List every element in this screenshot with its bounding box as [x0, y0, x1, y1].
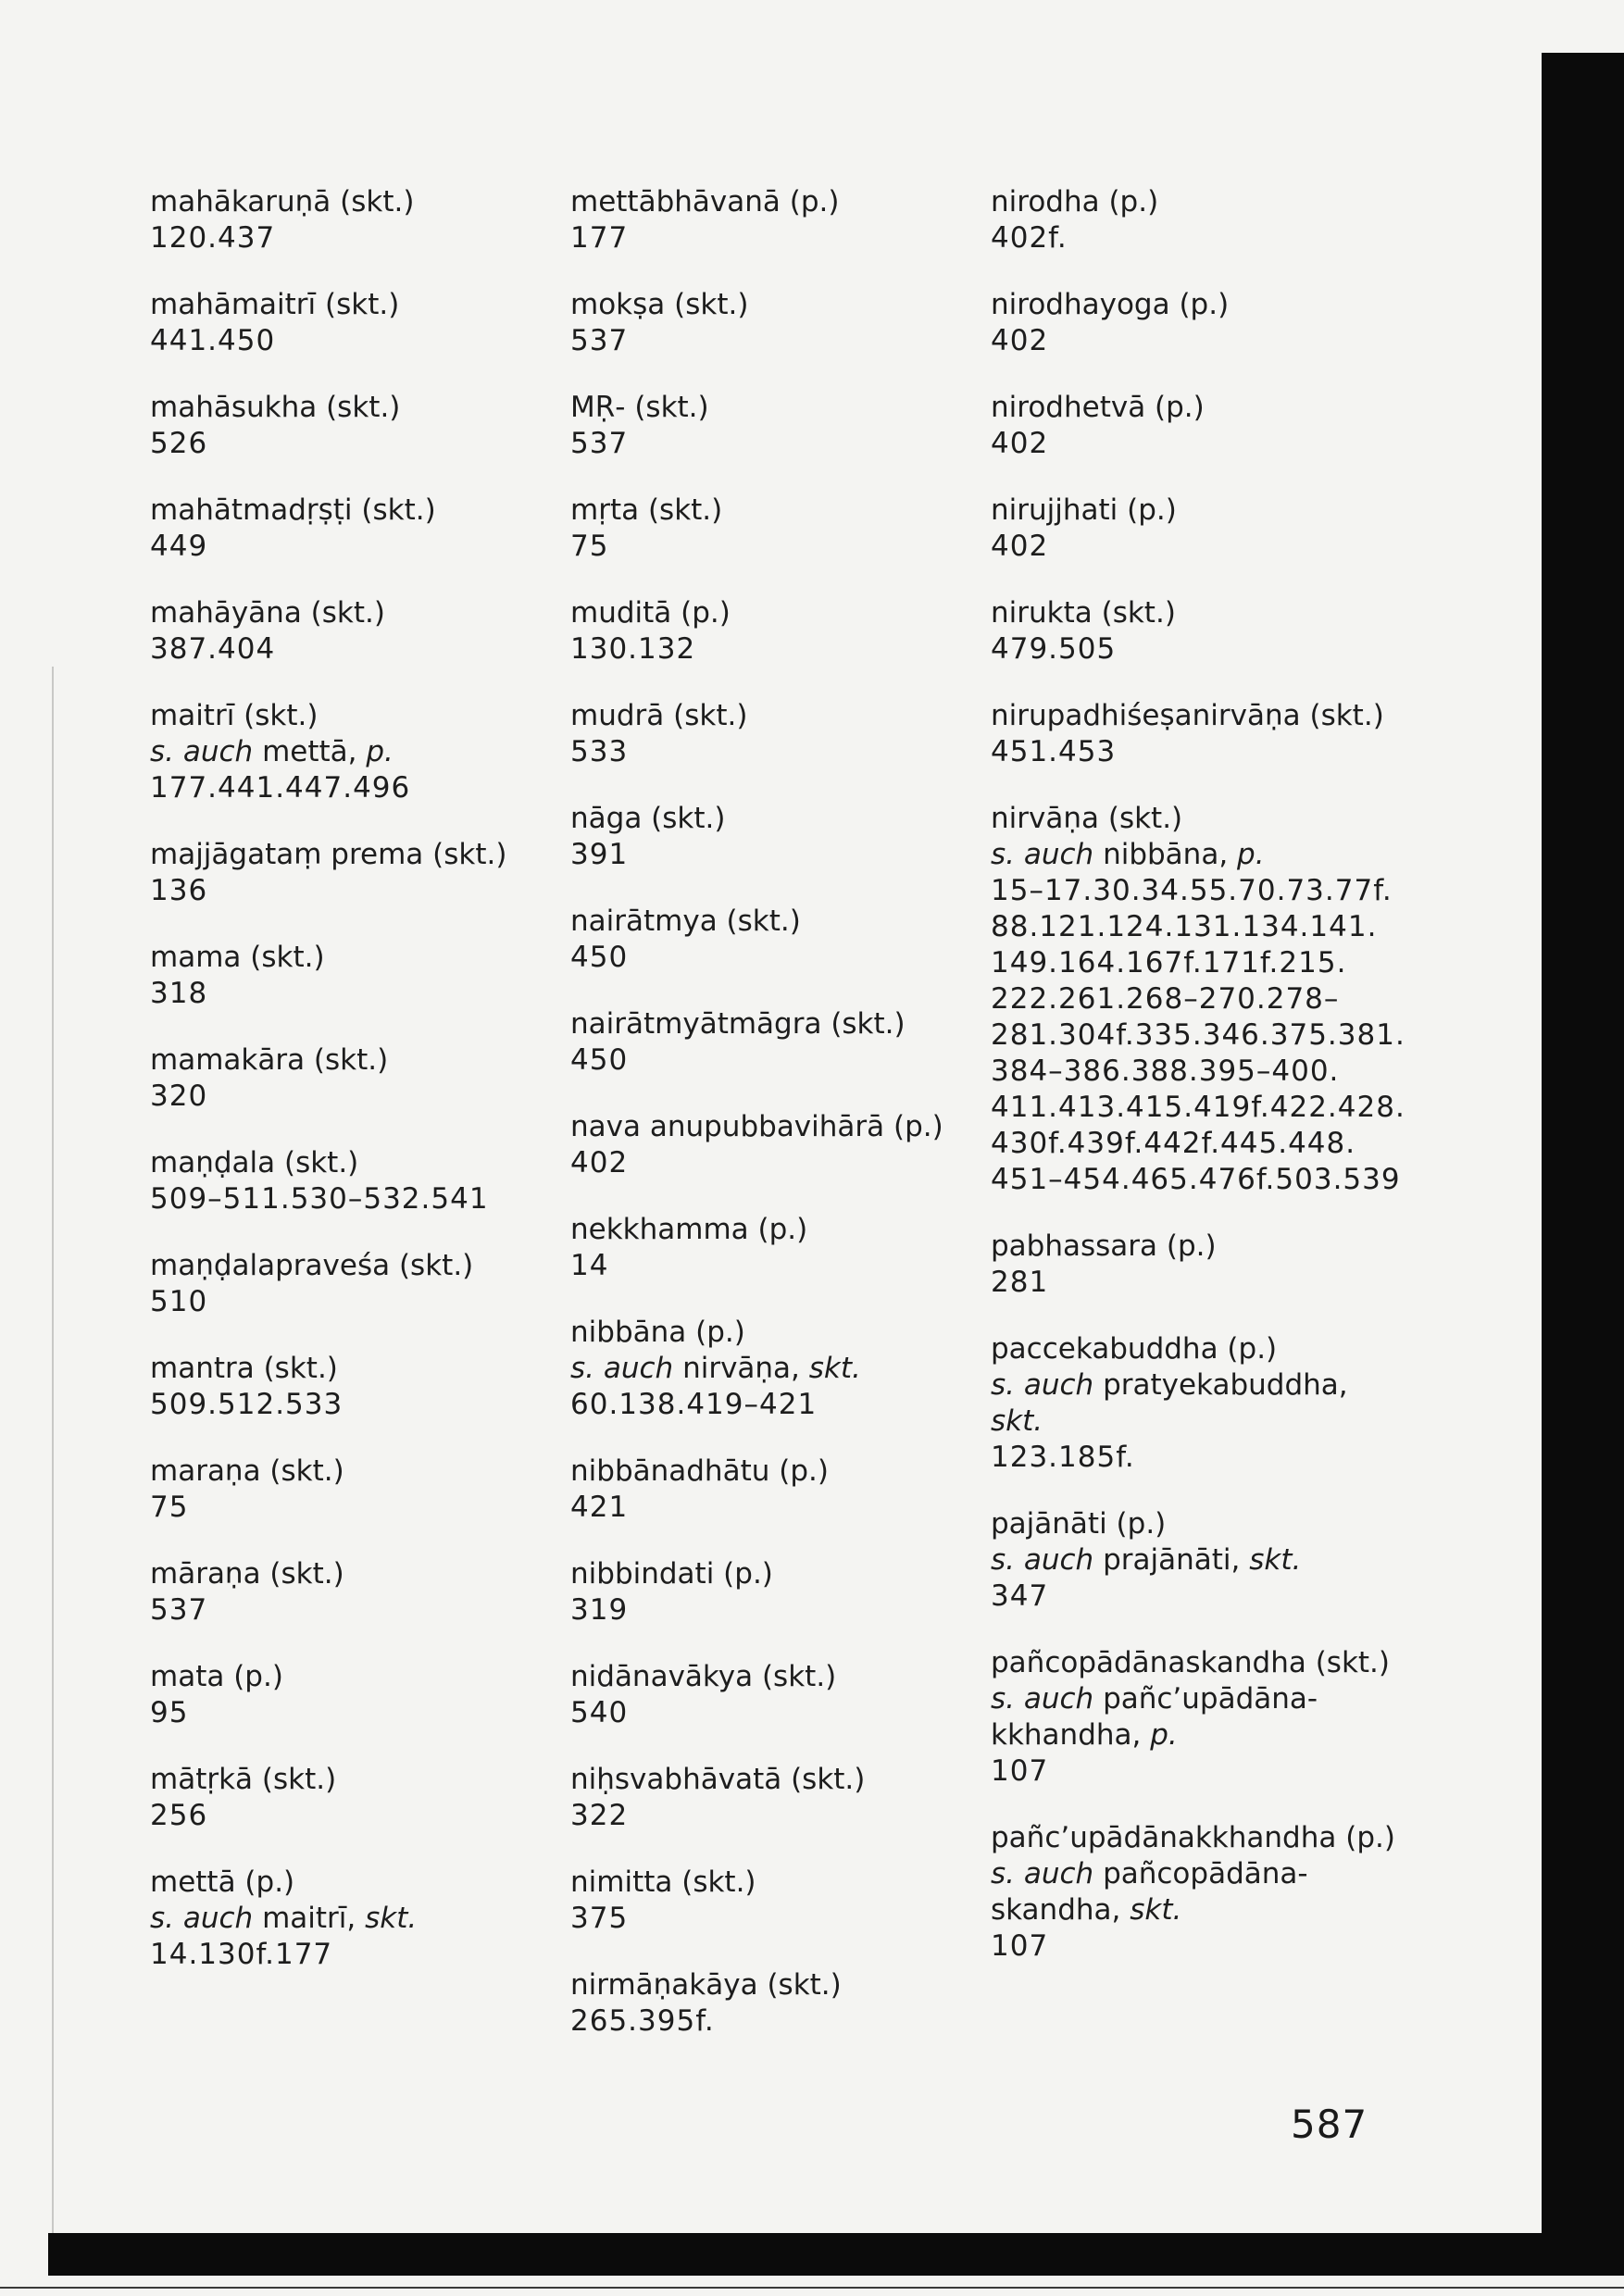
index-entry [150, 837, 613, 909]
page-references: 540 [570, 1696, 629, 1729]
cross-reference [991, 837, 1426, 873]
page-references: 402f. [991, 221, 1068, 255]
index-term: nāga (skt.) [570, 802, 726, 835]
index-entry [570, 1212, 1033, 1284]
cross-reference-term: prajānāti, [1103, 1543, 1241, 1577]
cross-reference-prefix: s. auch [150, 735, 254, 768]
index-entry [570, 1659, 1033, 1731]
page-references: 451.453 [991, 735, 1117, 768]
page-references: 537 [570, 427, 629, 460]
index-entry [150, 1865, 613, 1973]
page-references: 402 [570, 1146, 629, 1179]
cross-reference-continuation [991, 1717, 1426, 1753]
index-entry [150, 1659, 613, 1731]
page-references: 14 [570, 1249, 609, 1282]
cross-reference-language: p. [1150, 1718, 1178, 1752]
index-term: nava anupubbavihārā (p.) [570, 1110, 943, 1143]
index-column-2 [570, 184, 1033, 2070]
page-references: 509–511.530–532.541 [150, 1182, 489, 1216]
page-references: 451–454.465.476f.503.539 [991, 1163, 1401, 1196]
index-entry [570, 698, 1033, 770]
index-entry [150, 1042, 613, 1115]
cross-reference [150, 1901, 613, 1937]
page-references: 320 [150, 1079, 208, 1113]
index-entry [570, 184, 1033, 256]
page-references: 384–386.388.395–400. [991, 1054, 1340, 1088]
index-term: nirvāṇa (skt.) [991, 802, 1183, 835]
cross-reference [991, 1542, 1426, 1578]
index-column-1 [150, 184, 613, 2003]
page-references: 537 [570, 324, 629, 357]
cross-reference [991, 1367, 1426, 1404]
page-references: 107 [991, 1754, 1049, 1788]
index-term: nirodhayoga (p.) [991, 288, 1230, 321]
index-term: niḥsvabhāvatā (skt.) [570, 1763, 866, 1796]
cross-reference-prefix: s. auch [991, 1682, 1094, 1716]
index-term: nekkhamma (p.) [570, 1213, 808, 1246]
index-term: muditā (p.) [570, 596, 731, 630]
index-term: mahākaruṇā (skt.) [150, 185, 415, 218]
cross-reference-term: pañcopādāna- [1103, 1857, 1308, 1890]
page-references: 347 [991, 1579, 1049, 1613]
page-references: 88.121.124.131.134.141. [991, 910, 1378, 943]
cross-reference-language: skt. [1130, 1893, 1182, 1927]
index-term: mahāmaitrī (skt.) [150, 288, 400, 321]
index-entry [150, 698, 613, 806]
page-references: 450 [570, 1043, 629, 1077]
index-term: nairātmya (skt.) [570, 905, 801, 938]
scan-edge-right [1542, 53, 1624, 2233]
index-term: maṇḍalapraveśa (skt.) [150, 1249, 474, 1282]
cross-reference-term-continued: kkhandha, [991, 1718, 1142, 1752]
cross-reference [991, 1681, 1426, 1717]
page-references: 107 [991, 1929, 1049, 1963]
page-references: 120.437 [150, 221, 276, 255]
index-term: nibbānadhātu (p.) [570, 1454, 829, 1488]
page-references: 281 [991, 1266, 1049, 1299]
page-references: 391 [570, 838, 629, 871]
page-references: 75 [150, 1491, 189, 1524]
index-term: nibbindati (p.) [570, 1557, 773, 1591]
index-entry [570, 595, 1033, 668]
page-references: 510 [150, 1285, 208, 1318]
page-references: 149.164.167f.171f.215. [991, 946, 1347, 980]
index-term: mettābhāvanā (p.) [570, 185, 840, 218]
index-entry [570, 801, 1033, 873]
index-entry [991, 1645, 1426, 1790]
index-entry [991, 1229, 1426, 1301]
page-references: 15–17.30.34.55.70.73.77f. [991, 874, 1393, 907]
index-term: maitrī (skt.) [150, 699, 319, 732]
index-entry [150, 595, 613, 668]
page-references: 537 [150, 1593, 208, 1627]
page-references: 60.138.419–421 [570, 1388, 818, 1421]
index-entry [570, 493, 1033, 565]
page-references: 449 [150, 530, 208, 563]
cross-reference-language: skt. [808, 1352, 861, 1385]
index-entry [570, 1865, 1033, 1937]
page-references: 402 [991, 324, 1049, 357]
index-column-3 [991, 184, 1426, 1995]
cross-reference-term-continued: skandha, [991, 1893, 1121, 1927]
index-term: pañcopādānaskandha (skt.) [991, 1646, 1391, 1679]
page-references: 479.505 [991, 632, 1117, 666]
index-entry [150, 493, 613, 565]
index-entry [150, 1556, 613, 1628]
cross-reference-language: p. [366, 735, 394, 768]
page-references: 136 [150, 874, 208, 907]
page-references: 441.450 [150, 324, 276, 357]
page-references: 509.512.533 [150, 1388, 344, 1421]
page-references: 75 [570, 530, 609, 563]
index-term: mahātmadṛṣṭi (skt.) [150, 493, 436, 527]
page-references: 319 [570, 1593, 629, 1627]
index-entry [991, 698, 1426, 770]
index-term: nimitta (skt.) [570, 1866, 756, 1899]
index-term: pajānāti (p.) [991, 1507, 1167, 1541]
index-entry [570, 1762, 1033, 1834]
cross-reference-prefix: s. auch [570, 1352, 674, 1385]
index-term: nirodha (p.) [991, 185, 1159, 218]
page-references: 222.261.268–270.278– [991, 982, 1340, 1016]
cross-reference [150, 734, 613, 770]
index-entry [150, 940, 613, 1012]
index-entry [991, 801, 1426, 1198]
index-entry [991, 1506, 1426, 1615]
index-term: mettā (p.) [150, 1866, 295, 1899]
index-term: nirmāṇakāya (skt.) [570, 1968, 842, 2002]
index-entry [150, 1248, 613, 1320]
index-entry [150, 287, 613, 359]
index-entry [570, 1454, 1033, 1526]
index-term: mātṛkā (skt.) [150, 1763, 337, 1796]
index-term: nirukta (skt.) [991, 596, 1176, 630]
cross-reference [570, 1351, 1033, 1387]
index-entry [570, 904, 1033, 976]
index-term: nibbāna (p.) [570, 1316, 745, 1349]
page-gutter-line [52, 667, 54, 2233]
index-term: maṇḍala (skt.) [150, 1146, 359, 1179]
page-references: 281.304f.335.346.375.381. [991, 1018, 1405, 1052]
cross-reference-term: mettā, [262, 735, 357, 768]
cross-reference-language: p. [1237, 838, 1265, 871]
page-references: 402 [991, 530, 1049, 563]
page-number: 587 [1291, 2102, 1368, 2147]
cross-reference-prefix: s. auch [991, 838, 1094, 871]
page-references: 130.132 [570, 632, 696, 666]
index-entry [150, 1454, 613, 1526]
cross-reference-term: pratyekabuddha, [1103, 1368, 1348, 1402]
cross-reference-language: skt. [1249, 1543, 1302, 1577]
index-entry [150, 1762, 613, 1834]
page-references: 411.413.415.419f.422.428. [991, 1091, 1405, 1124]
page-references: 95 [150, 1696, 189, 1729]
index-entry [570, 1109, 1033, 1181]
index-entry [570, 1006, 1033, 1079]
index-entry [991, 595, 1426, 668]
index-term: pañc’upādānakkhandha (p.) [991, 1821, 1395, 1854]
index-entry [570, 390, 1033, 462]
cross-reference-term: pañc’upādāna- [1103, 1682, 1318, 1716]
page-references: 430f.439f.442f.445.448. [991, 1127, 1356, 1160]
index-term: mudrā (skt.) [570, 699, 748, 732]
cross-reference-language-line [991, 1404, 1426, 1440]
index-term: mamakāra (skt.) [150, 1043, 389, 1077]
index-term: mantra (skt.) [150, 1352, 338, 1385]
page-references: 318 [150, 977, 208, 1010]
cross-reference [991, 1856, 1426, 1892]
index-term: nirupadhiśeṣanirvāṇa (skt.) [991, 699, 1384, 732]
page-references: 177.441.447.496 [150, 771, 411, 805]
index-term: mama (skt.) [150, 941, 325, 974]
index-term: majjāgataṃ prema (skt.) [150, 838, 507, 871]
index-entry [991, 493, 1426, 565]
index-term: paccekabuddha (p.) [991, 1332, 1278, 1366]
index-entry [570, 1967, 1033, 2040]
page-references: 387.404 [150, 632, 276, 666]
index-term: pabhassara (p.) [991, 1229, 1217, 1263]
page-references: 177 [570, 221, 629, 255]
index-entry [991, 390, 1426, 462]
index-entry [991, 1331, 1426, 1476]
cross-reference-language: skt. [365, 1902, 418, 1935]
index-term: nidānavākya (skt.) [570, 1660, 837, 1693]
index-entry [570, 1556, 1033, 1628]
page-references: 322 [570, 1799, 629, 1832]
index-term: mahāyāna (skt.) [150, 596, 385, 630]
index-term: MṚ- (skt.) [570, 391, 709, 424]
scan-edge-line [0, 2287, 1624, 2289]
index-term: mahāsukha (skt.) [150, 391, 401, 424]
index-term: nirujjhati (p.) [991, 493, 1177, 527]
index-term: nairātmyātmāgra (skt.) [570, 1007, 906, 1041]
index-entry [150, 184, 613, 256]
page-references: 14.130f.177 [150, 1938, 333, 1971]
cross-reference-prefix: s. auch [150, 1902, 254, 1935]
index-term: mata (p.) [150, 1660, 283, 1693]
index-entry [991, 1820, 1426, 1965]
index-term: mokṣa (skt.) [570, 288, 749, 321]
page-references: 265.395f. [570, 2004, 715, 2038]
cross-reference-term: nibbāna, [1103, 838, 1229, 871]
index-entry [991, 184, 1426, 256]
cross-reference-prefix: s. auch [991, 1857, 1094, 1890]
index-term: nirodhetvā (p.) [991, 391, 1205, 424]
page-references: 421 [570, 1491, 629, 1524]
index-entry [150, 390, 613, 462]
cross-reference-continuation [991, 1892, 1426, 1928]
page-references: 375 [570, 1902, 629, 1935]
page-references: 402 [991, 427, 1049, 460]
index-term: māraṇa (skt.) [150, 1557, 344, 1591]
page-references: 533 [570, 735, 629, 768]
index-entry [150, 1351, 613, 1423]
page-references: 450 [570, 941, 629, 974]
index-entry [570, 1315, 1033, 1423]
page-references: 256 [150, 1799, 208, 1832]
scan-edge-bottom [48, 2233, 1624, 2276]
cross-reference-language: skt. [991, 1404, 1043, 1438]
index-term: maraṇa (skt.) [150, 1454, 344, 1488]
cross-reference-prefix: s. auch [991, 1543, 1094, 1577]
cross-reference-term: maitrī, [262, 1902, 356, 1935]
index-entry [570, 287, 1033, 359]
index-entry [150, 1145, 613, 1217]
cross-reference-term: nirvāṇa, [682, 1352, 800, 1385]
page-references: 123.185f. [991, 1441, 1135, 1474]
index-entry [991, 287, 1426, 359]
index-term: mṛta (skt.) [570, 493, 723, 527]
cross-reference-prefix: s. auch [991, 1368, 1094, 1402]
page-references: 526 [150, 427, 208, 460]
